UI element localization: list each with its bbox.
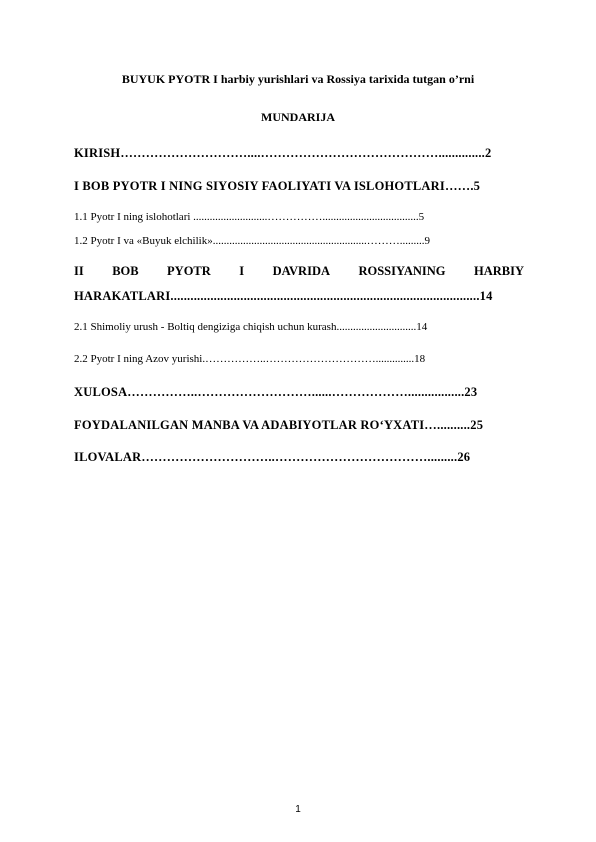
toc-word: HARBIY [473,264,524,278]
toc-entry-2-2: 2.2 Pyotr I ning Azov yurishi.……………..…………………………..............18 [74,353,426,365]
toc-entry-2-1: 2.1 Shimoliy urush - Boltiq dengiziga chiqish uchun kurash.............................14 [74,321,428,333]
toc-word: I [239,264,245,278]
toc-word: DAVRIDA [272,264,330,278]
toc-entry-chapter-2-line-2: HARAKATLARI.............................................................................................14 [74,289,493,303]
toc-entry-1-1: 1.1 Pyotr I ning islohotlari ...........................……………...................................5 [74,211,425,223]
toc-word: PYOTR [167,264,211,278]
toc-word: ROSSIYANING [358,264,446,278]
toc-entry-kirish: KIRISH…………………………....……………………………………..............2 [74,146,492,160]
toc-entry-xulosa: XULOSA……………..………………………......……………….................23 [74,385,478,399]
toc-entry-chapter-2-line-1 [74,264,524,279]
page-number: 1 [295,804,301,815]
toc-entry-bibliography: FOYDALANILGAN MANBA VA ADABIYOTLAR RO‘YXATI…..........25 [74,418,484,432]
toc-entry-chapter-1: I BOB PYOTR I NING SIYOSIY FAOLIYATI VA ISLOHOTLARI…….5 [74,179,481,193]
toc-entry-1-2: 1.2 Pyotr I va «Buyuk elchilik»........................................................……….........9 [74,235,430,247]
toc-entry-appendices: ILOVALAR…………………………..……………………………….........26 [74,450,471,464]
toc-word: BOB [112,264,139,278]
toc-word: II [74,264,84,278]
toc-heading: MUNDARIJA [261,110,335,124]
document-title: BUYUK PYOTR I harbiy yurishlari va Rossiya tarixida tutgan o’rni [121,72,475,86]
